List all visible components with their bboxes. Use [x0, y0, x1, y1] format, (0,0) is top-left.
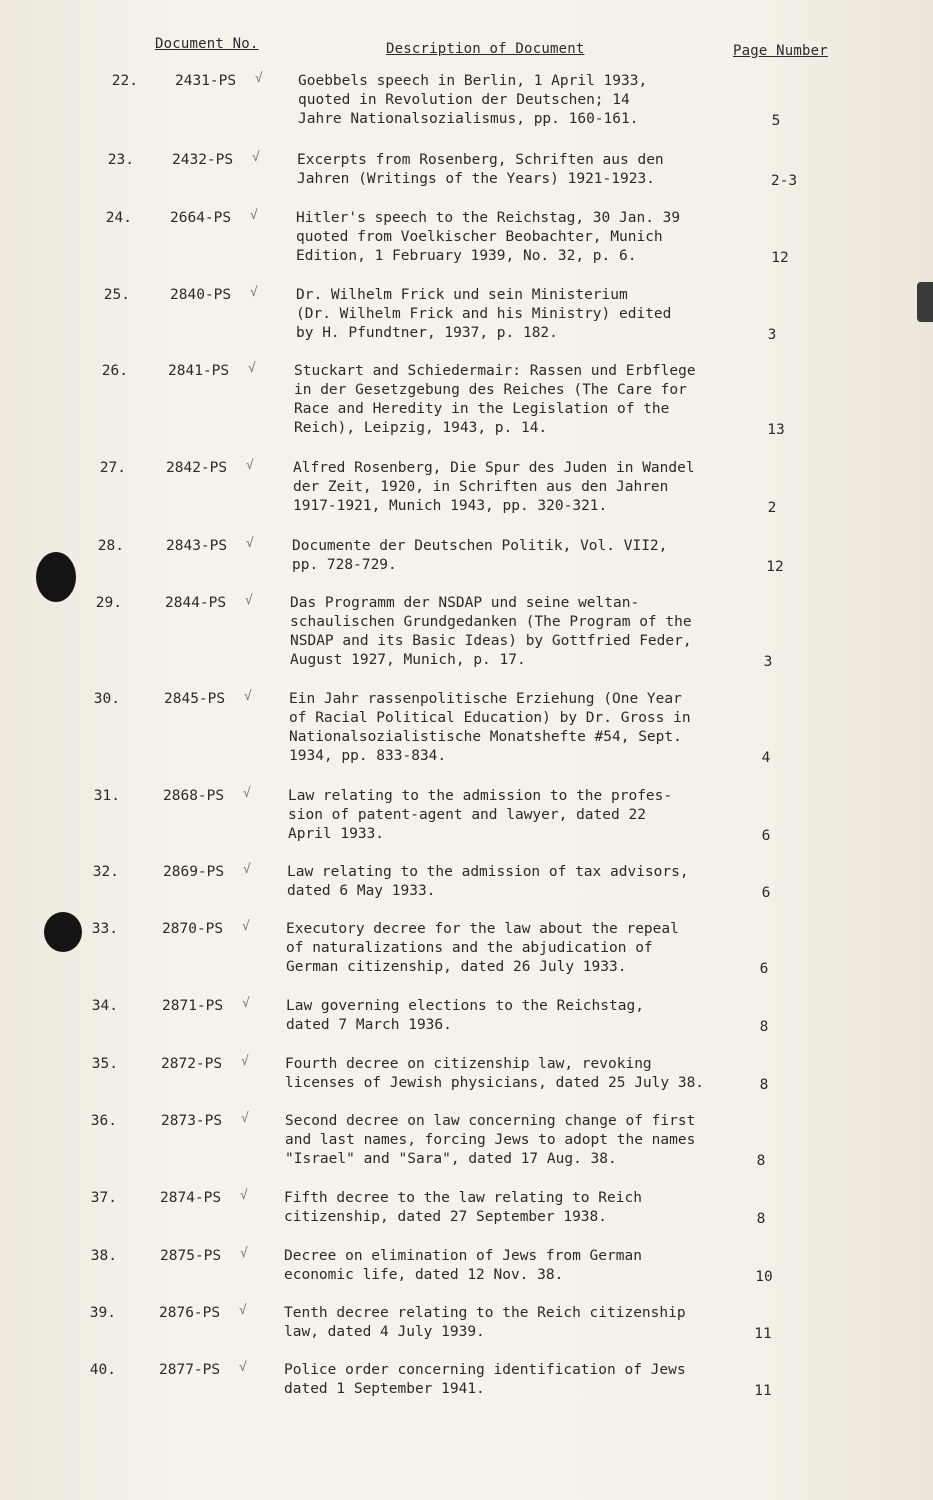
document-code: 2877-PS [159, 1362, 221, 1378]
page-number: 5 [771, 113, 781, 129]
entry-number: 27. [99, 460, 126, 476]
header-document-no: Document No. [155, 36, 259, 52]
document-code: 2843-PS [166, 538, 228, 554]
document-description: Fourth decree on citizenship law, revoking licenses of Jewish physicians, dated 25 July 38. [285, 1056, 705, 1091]
check-mark-icon: √ [239, 1303, 247, 1318]
document-code: 2869-PS [163, 864, 225, 880]
page-number: 11 [754, 1383, 772, 1399]
page-number: 3 [767, 327, 777, 343]
entry-number: 34. [91, 998, 118, 1014]
check-mark-icon: √ [240, 1246, 248, 1261]
entry-number: 24. [105, 210, 132, 226]
check-mark-icon: √ [240, 1188, 248, 1203]
document-description: Law governing elections to the Reichstag, dated 7 March 1936. [286, 998, 644, 1033]
check-mark-icon: √ [245, 593, 253, 608]
document-code: 2432-PS [172, 152, 234, 168]
document-description: Tenth decree relating to the Reich citizenship law, dated 4 July 1939. [284, 1305, 686, 1340]
document-description: Hitler's speech to the Reichstag, 30 Jan. 39 quoted from Voelkischer Beobachter, Munich Edition, 1 February 1939, No. 32, p. 6. [296, 210, 681, 264]
check-mark-icon: √ [248, 361, 256, 376]
page-number: 12 [766, 559, 784, 575]
entry-number: 30. [93, 691, 120, 707]
page-number: 8 [759, 1077, 769, 1093]
page-number: 2-3 [770, 173, 798, 189]
page-number: 8 [759, 1019, 769, 1035]
entry-number: 22. [111, 73, 138, 89]
check-mark-icon: √ [250, 208, 258, 223]
document-code: 2844-PS [165, 595, 227, 611]
document-code: 2874-PS [160, 1190, 222, 1206]
document-code: 2845-PS [164, 691, 226, 707]
document-description: Fifth decree to the law relating to Reich citizenship, dated 27 September 1938. [284, 1190, 642, 1225]
document-code: 2876-PS [159, 1305, 221, 1321]
document-description: Police order concerning identification of Jews dated 1 September 1941. [284, 1362, 686, 1397]
document-description: Documente der Deutschen Politik, Vol. VII2, pp. 728-729. [292, 538, 668, 573]
document-description: Law relating to the admission to the profes- sion of patent-agent and lawyer, dated 22 April 1933. [288, 788, 673, 842]
header-page-number: Page Number [733, 43, 828, 59]
check-mark-icon: √ [255, 71, 263, 86]
check-mark-icon: √ [239, 1360, 247, 1375]
entry-number: 32. [92, 864, 119, 880]
entry-number: 29. [95, 595, 122, 611]
check-mark-icon: √ [242, 919, 250, 934]
page-number: 11 [754, 1326, 772, 1342]
document-description: Second decree on law concerning change of first and last names, forcing Jews to adopt the names "Israel" and "Sara", dated 17 Aug. 38. [285, 1113, 696, 1167]
entry-number: 31. [93, 788, 120, 804]
page-number: 10 [755, 1269, 773, 1285]
document-code: 2870-PS [162, 921, 224, 937]
entry-number: 35. [91, 1056, 118, 1072]
document-code: 2840-PS [170, 287, 232, 303]
entry-number: 33. [91, 921, 118, 937]
check-mark-icon: √ [243, 862, 251, 877]
document-description: Das Programm der NSDAP und seine weltan- schaulischen Grundgedanken (The Program of the NSDAP and its Basic Ideas) by Gottfried Feder, August 1927, Munich, p. 17. [290, 595, 692, 668]
binder-tab [917, 282, 933, 322]
entry-number: 39. [89, 1305, 116, 1321]
page-number: 6 [761, 828, 771, 844]
document-code: 2664-PS [170, 210, 232, 226]
entry-number: 38. [90, 1248, 117, 1264]
document-code: 2842-PS [166, 460, 228, 476]
page-number: 6 [761, 885, 771, 901]
document-description: Excerpts from Rosenberg, Schriften aus den Jahren (Writings of the Years) 1921-1923. [297, 152, 664, 187]
check-mark-icon: √ [252, 150, 260, 165]
document-code: 2875-PS [160, 1248, 222, 1264]
document-code: 2872-PS [161, 1056, 223, 1072]
check-mark-icon: √ [244, 689, 252, 704]
document-code: 2841-PS [168, 363, 230, 379]
header-description: Description of Document [386, 41, 585, 57]
entry-number: 28. [97, 538, 124, 554]
document-code: 2873-PS [161, 1113, 223, 1129]
document-description: Executory decree for the law about the repeal of naturalizations and the abjudication of German citizenship, dated 26 July 1933. [286, 921, 679, 975]
entry-number: 26. [101, 363, 128, 379]
document-description: Law relating to the admission of tax advisors, dated 6 May 1933. [287, 864, 689, 899]
entry-number: 40. [89, 1362, 116, 1378]
check-mark-icon: √ [243, 786, 251, 801]
page-number: 13 [767, 422, 785, 438]
document-code: 2871-PS [162, 998, 224, 1014]
page-number: 8 [756, 1211, 766, 1227]
check-mark-icon: √ [246, 536, 254, 551]
hole-punch-top [36, 552, 76, 602]
check-mark-icon: √ [241, 1054, 249, 1069]
page-number: 12 [771, 250, 789, 266]
document-code: 2868-PS [163, 788, 225, 804]
entry-number: 23. [107, 152, 134, 168]
page-number: 6 [759, 961, 769, 977]
entry-number: 36. [90, 1113, 117, 1129]
document-code: 2431-PS [175, 73, 237, 89]
document-description: Dr. Wilhelm Frick und sein Ministerium (Dr. Wilhelm Frick and his Ministry) edited by H. Pfundtner, 1937, p. 182. [296, 287, 672, 341]
page-number: 3 [763, 654, 773, 670]
document-description: Ein Jahr rassenpolitische Erziehung (One Year of Racial Political Education) by Dr. Gross in Nationalsozialistische Monatshefte #54, Sept. 1934, pp. 833-834. [289, 691, 691, 764]
page-number: 4 [761, 750, 771, 766]
check-mark-icon: √ [241, 1111, 249, 1126]
entry-number: 37. [90, 1190, 117, 1206]
document-description: Stuckart and Schiedermair: Rassen und Erbflege in der Gesetzgebung des Reiches (The Care for Race and Heredity in the Legislation of the Reich), Leipzig, 1943, p. 14. [294, 363, 696, 436]
page-number: 8 [756, 1153, 766, 1169]
document-description: Goebbels speech in Berlin, 1 April 1933, quoted in Revolution der Deutschen; 14 Jahre Nationalsozialismus, pp. 160-161. [298, 73, 648, 127]
check-mark-icon: √ [242, 996, 250, 1011]
page-number: 2 [767, 500, 777, 516]
document-description: Alfred Rosenberg, Die Spur des Juden in Wandel der Zeit, 1920, in Schriften aus den Jahren 1917-1921, Munich 1943, pp. 320-321. [293, 460, 695, 514]
entry-number: 25. [103, 287, 130, 303]
check-mark-icon: √ [250, 285, 258, 300]
document-description: Decree on elimination of Jews from German economic life, dated 12 Nov. 38. [284, 1248, 642, 1283]
check-mark-icon: √ [246, 458, 254, 473]
